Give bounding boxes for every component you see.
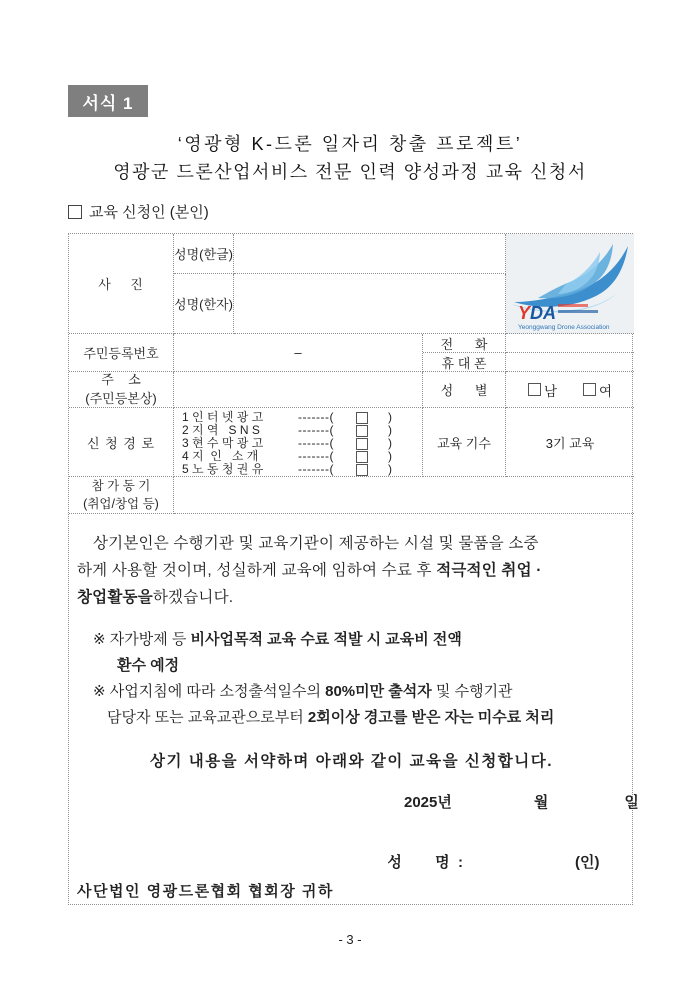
pledge-text: 하겠습니다. <box>152 589 234 606</box>
route-close-paren: ) <box>387 423 392 437</box>
reference-mark: ※ <box>93 683 110 700</box>
date-day: 일 <box>624 794 639 811</box>
rrn-input[interactable]: – <box>174 334 423 372</box>
notice-text-bold: 80%미만 출석자 <box>325 683 432 700</box>
reference-mark: ※ <box>93 631 110 648</box>
photo-cell-label: 사 진 <box>69 234 174 334</box>
pledge-section <box>69 514 639 906</box>
course-term-value: 3기 교육 <box>506 408 634 477</box>
section-heading-label: 교육 신청인 (본인) <box>89 204 209 221</box>
route-close-paren: ) <box>387 410 392 424</box>
mobile-label: 휴 대 폰 <box>423 353 506 372</box>
route-item-label: 5 노 동 청 권 유 <box>182 462 264 476</box>
document-title-line1: ‘영광형 K-드론 일자리 창출 프로젝트’ <box>177 134 523 154</box>
route-internet-checkbox-icon[interactable] <box>356 412 368 424</box>
male-checkbox-icon[interactable] <box>528 383 541 396</box>
phone-input[interactable] <box>506 334 634 353</box>
female-checkbox-icon[interactable] <box>583 383 596 396</box>
route-item-label: 1 인 터 넷 광 고 <box>182 410 264 424</box>
pledge-line <box>77 557 626 584</box>
notice-text-bold: 2회이상 경고를 받은 자는 미수료 처리 <box>307 709 555 726</box>
logo-tagline-red <box>558 304 588 307</box>
notice-line <box>77 705 626 731</box>
notice-text: 담당자 또는 교육교관으로부터 <box>107 709 308 726</box>
route-item-label: 2 지 역 S N S <box>182 423 260 437</box>
route-close-paren: ) <box>387 462 392 476</box>
logo-da-letters: DA <box>530 302 557 323</box>
route-dash: -------( <box>298 436 334 450</box>
form-tag <box>68 85 148 117</box>
applicant-table <box>68 233 639 905</box>
pledge-paragraph <box>77 530 626 611</box>
date-year: 2025년 <box>404 794 452 811</box>
route-item-label: 4 지 인 소 개 <box>182 449 259 463</box>
name-korean-input[interactable] <box>234 234 506 274</box>
motivation-label-line2: (취업/창업 등) <box>83 497 159 511</box>
pledge-text-bold: 창업활동을 <box>77 589 153 606</box>
notice-text-bold: 환수 예정 <box>117 657 180 674</box>
yda-wings-icon <box>506 234 634 334</box>
course-term-label: 교육 기수 <box>423 408 506 477</box>
logo-association-text: Yeonggwang Drone Association <box>518 323 610 331</box>
section-heading <box>68 201 209 222</box>
motivation-input[interactable] <box>174 477 634 514</box>
route-banner-checkbox-icon[interactable] <box>356 438 368 450</box>
notice-text-bold: 비사업목적 교육 수료 적발 시 교육비 전액 <box>190 631 462 648</box>
addressee-line: 사단법인 영광드론협회 협회장 귀하 <box>77 883 334 900</box>
route-labor-checkbox-icon[interactable] <box>356 464 368 476</box>
route-dash: -------( <box>298 449 334 463</box>
name-hanja-label: 성명(한자) <box>174 274 234 334</box>
route-acquaintance-checkbox-icon[interactable] <box>356 451 368 463</box>
pledge-text: 하게 사용할 것이며, 성실하게 교육에 임하여 수료 후 <box>77 562 437 579</box>
page-number: - 3 - <box>338 932 362 947</box>
application-route-list <box>174 408 423 477</box>
gender-options <box>506 372 634 408</box>
route-dash: -------( <box>298 462 334 476</box>
route-dash: -------( <box>298 423 334 437</box>
name-korean-label: 성명(한글) <box>174 234 234 274</box>
pledge-line <box>77 530 626 557</box>
notice-line <box>77 679 626 705</box>
motivation-label <box>69 477 174 514</box>
rrn-label: 주민등록번호 <box>69 334 174 372</box>
female-option-label: 여 <box>599 383 613 399</box>
date-line <box>77 791 639 812</box>
notice-text: 사업지침에 따라 소정출석일수의 <box>109 683 326 700</box>
address-input[interactable] <box>174 372 423 408</box>
route-dash: -------( <box>298 410 334 424</box>
gender-female-option[interactable] <box>583 380 612 400</box>
mobile-input[interactable] <box>506 353 634 372</box>
notice-list <box>77 627 626 731</box>
phone-label: 전 화 <box>423 334 506 353</box>
gender-label: 성 별 <box>423 372 506 408</box>
motivation-label-line1: 참 가 동 기 <box>91 478 151 493</box>
notice-text: 자가방제 등 <box>109 631 191 648</box>
address-label <box>69 372 174 408</box>
notice-line <box>77 653 626 679</box>
svg-text:YDA <box>518 303 556 323</box>
route-item-label: 3 현 수 막 광 고 <box>182 436 264 450</box>
route-close-paren: ) <box>387 436 392 450</box>
route-close-paren: ) <box>387 449 392 463</box>
form-tag-label: 서식 1 <box>82 93 134 113</box>
logo-y-letter: Y <box>518 302 531 323</box>
yda-logo <box>506 234 634 334</box>
signature-name-label: 성 명 : <box>387 854 463 871</box>
address-label-line1: 주 소 <box>101 371 141 387</box>
notice-text: 및 수행기관 <box>431 683 513 700</box>
signature-seal-label: (인) <box>575 854 600 871</box>
section-bullet-icon <box>68 205 82 219</box>
route-item-labor-office <box>182 463 422 476</box>
pledge-text: 상기본인은 수행기관 및 교육기관이 제공하는 시설 및 물품을 소중 <box>93 535 539 552</box>
pledge-text-bold: 적극적인 취업 · <box>436 562 542 579</box>
application-route-label: 신 청 경 로 <box>69 408 174 477</box>
notice-line <box>77 627 626 653</box>
pledge-line <box>77 584 626 611</box>
male-option-label: 남 <box>543 383 557 399</box>
address-label-line2: (주민등본상) <box>85 390 157 406</box>
association-logo <box>506 234 634 334</box>
gender-male-option[interactable] <box>528 380 557 400</box>
route-sns-checkbox-icon[interactable] <box>356 425 368 437</box>
document-title-line2: 영광군 드론산업서비스 전문 인력 양성과정 교육 신청서 <box>113 162 587 182</box>
logo-tagline-blue <box>558 310 598 313</box>
declaration-line: 상기 내용을 서약하며 아래와 같이 교육을 신청합니다. <box>149 753 554 770</box>
name-hanja-input[interactable] <box>234 274 506 334</box>
date-month: 월 <box>533 794 549 811</box>
